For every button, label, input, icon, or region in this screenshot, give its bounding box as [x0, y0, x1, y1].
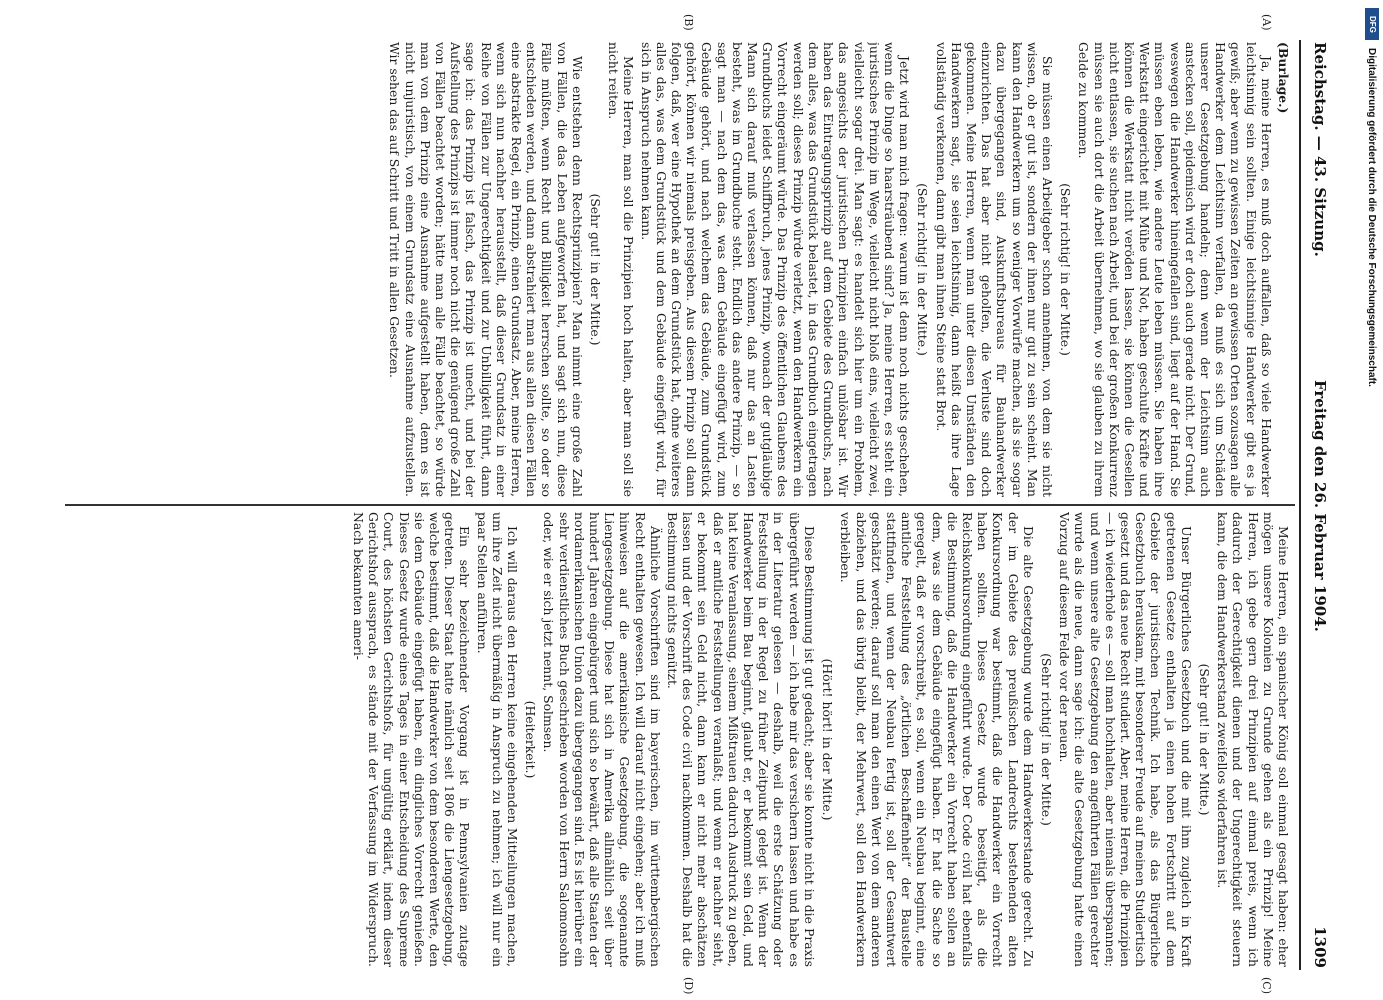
- margin-marker-b: (B): [682, 14, 695, 31]
- left-column: [66, 42, 1291, 497]
- column-divider: [65, 504, 1295, 506]
- margin-marker-a: (A): [1260, 14, 1273, 31]
- paragraph: Sie müssen einen Arbeitgeber schon annehmen, von dem sie nicht wissen, ob er gut ist, sondern der ihnen nur gut zu sein scheint. Man kann den Handwerkern um so weniger Vorwürfe machen, als sie sogar dazu übergegangen sind, Auskunftsbureaus für Bauhandwerker einzurichten. Das hat aber nicht geholfen, die Verluste sind doch gekommen. Meine Herren, wenn man unter diesen Umständen den Handwerkern sagt, sie seien leichtsinnig, dann heißt das ihre Lage vollständig verkennen, dann gibt man ihnen Steine statt Brot.: [933, 42, 1055, 497]
- section-label: (Burlage.): [1276, 42, 1291, 114]
- interjection: (Sehr gut! in der Mitte.): [1196, 663, 1212, 816]
- paragraph: Die alte Gesetzgebung wurde dem Handwerkerstande gerecht. Zu der im Gebiete des preußischen Landrechts bestehenden alten Konkursordnung war bestimmt, daß die Handwerker ein Vorrecht haben sollten. Dieses Gesetz wurde beseitigt, als die Reichskonkursordnung eingeführt wurde. Der Code civil hat ebenfalls die Bestimmung, daß die Handwerker ein Vorrecht haben sollen an dem, was sie dem Gebäude eingefügt haben. Er hat die Sache so geregelt, daß er vorschreibt, es soll, wenn ein Neubau beginnt, eine amtliche Feststellung des „örtlichen Beschaffenheit“ der Baustelle stattfinden, und wenn der Neubau fertig ist, soll der Gesamtwert geschätzt werden; darauf soll man den einen Wert von dem anderen abziehen, und das übrig bleibt, der Mehrwert, soll den Handwerkern verbleiben.: [838, 512, 1036, 967]
- paragraph: Ich will daraus den Herren keine eingehenden Mitteilungen machen, um ihre Zeit nicht übermäßig in Anspruch zu nehmen; ich will nur ein paar Stellen anführen.: [474, 512, 521, 967]
- paragraph: Unser Bürgerliches Gesetzbuch und die mit ihm zugleich in Kraft getretenen Gesetze enthalten ja einen hohen Fortschritt auf dem Gebiete der juristischen Technik. Ich habe, als das Bürgerliche Gesetzbuch herauskam, mit besonderer Freude auf meinen Studiertisch gesetzt und das neue Recht studiert. Aber, meine Herren, die Prinzipien — ich wiederhole es — soll man hochhalten, aber niemals überspannen; und wenn unsere alte Gesetzgebung den angeführten Fällen gerechter wurde als die neue, dann sage ich: die alte Gesetzgebung hatte einen Vorzug auf diesem Felde vor der neuen.: [1057, 512, 1194, 967]
- paragraph: Ähnliche Vorschriften sind im bayerischen, im württembergischen Recht enthalten gewesen. Ich will darauf nicht eingehen; aber ich muß hinweisen auf die amerikanische Gesetzgebung, die sogenannte Liengesetzgebung. Diese hat sich in Amerika allmählich seit über hundert Jahren eingebürgert und sich so bewährt, daß alle Staaten der nordamerikanischen Union dazu übergegangen sind. Es ist hierüber ein sehr verdienstliches Buch geschrieben worden von Herrn Salomonsohn oder, wie er sich jetzt nennt, Solmsen.: [541, 512, 663, 967]
- margin-marker-c: (C): [1260, 977, 1273, 994]
- margin-marker-d: (D): [682, 977, 695, 995]
- paragraph: Ja, meine Herren, es muß doch auffallen, daß so viele Handwerker leichtsinnig sein sollten. Einige leichtsinnige Handwerker gibt es ja gewiß; aber wenn zu gewissen Zeiten an gewissen Orten sozusagen alle Handwerker dem Leichtsinn verfallen, da muß es sich um Schäden unserer Gesetzgebung handeln; denn wenn der Leichtsinn auch anstecken soll, epidemisch wird er doch auch gerade nicht. Der Grund, weswegen die Handwerker hineingefallen sind, liegt auf der Hand. Sie müssen eben leben, wie andere Leute leben müssen. Sie haben ihre Werkstatt eingerichtet mit Mühe und Not, haben geschulte Kräfte und können die Werkstatt nicht veröden lassen, sie können die Gesellen nicht entlassen, sie suchen nach Arbeit, und bei der großen Konkurrenz müssen sie auch dort die Arbeit übernehmen, wo sie glauben zu ihrem Gelde zu kommen.: [1076, 42, 1274, 497]
- header-date: Freitag den 26. Februar 1904.: [1311, 380, 1329, 632]
- interjection: (Sehr gut! in der Mitte.): [588, 193, 604, 346]
- digitization-credit: Digitalisierung gefördert durch die Deutsche Forschungsgemeinschaft.: [1366, 48, 1377, 387]
- interjection: (Sehr richtig! in der Mitte.): [915, 183, 931, 356]
- header-rule: [1299, 40, 1301, 970]
- paragraph: Wie entstehen denn Rechtsprinzipien? Man nimmt eine große Zahl von Fällen, die das Leben aufgeworfen hat, und sagt sich nun, diese Fälle müßten, wenn Recht und Billigkeit herrschen sollte, so oder so entschieden werden, und dann abstrahiert man aus allen diesen Fällen eine abstrakte Regel, ein Prinzip, einen Grundsatz. Aber, meine Herren, wenn sich nun nachher herausstellt, daß dieser Grundsatz in einer Reihe von Fällen zur Ungerechtigkeit und zur Unbilligkeit führt, dann sage ich: das Prinzip ist falsch, das Prinzip ist unecht, und bei der Aufstellung des Prinzips ist immer noch nicht die genügend große Zahl von Fällen beachtet worden; hätte man alle Fälle beachtet, so würde man von dem Prinzip eine Ausnahme aufgestellt haben, denn es ist nicht unjuristisch, von einem Grundsatz eine Ausnahme aufzustellen. Wir sehen das auf Schritt und Tritt in allen Gesetzen.: [387, 42, 585, 497]
- dfg-logo: DFG: [1365, 8, 1379, 40]
- page-header: [1301, 40, 1335, 970]
- paragraph: Ein sehr bezeichnender Vorgang ist in Pennsylvanien zutage getreten. Dieser Staat hatte nämlich seit 1806 die Liengesetzgebung, welche bestimmt, daß die Handwerker von dem besonderen Werte, den sie dem Gebäude eingefügt haben, ein dingliches Vorrecht genießen. Dieses Gesetz wurde eines Tages in einer Entscheidung des Supreme Court, des höchsten Gerichtshofs, für ungültig erklärt, indem dieser Gerichtshof aussprach, es stände mit der Verfassung im Widerspruch. Nach bekannten ameri-: [351, 512, 473, 967]
- paragraph: Diese Bestimmung ist gut gedacht; aber sie konnte nicht in die Praxis übergeführt werden — ich habe mir das versichern lassen und habe es in der Literatur gelesen — deshalb, weil die erste Schätzung oder Feststellung in der Regel zu früher Zeitpunkt gelegt ist. Wenn der Handwerker beim Bau beginnt, glaubt er, er bekommt sein Geld, und hat keine Veranlassung, seinem Mißtrauen dadurch Ausdruck zu geben, daß er amtliche Feststellungen veranlaßt; und wenn er nachher sieht, er bekommt sein Geld nicht, dann kann er nicht mehr abschätzen lassen und der Vorschrift des Code civil nachkommen. Deshalb hat die Bestimmung nichts genützt.: [665, 512, 817, 967]
- paragraph: Meine Herren, ein spanischer König soll einmal gesagt haben: eher mögen unsere Kolonien zu Grunde gehen als ein Prinzip! Meine Herren, ich gebe gern drei Prinzipien auf einmal preis, wenn ich dadurch der Gerechtigkeit dienen und der Ungerechtigkeit steuern kann, die dem Handwerkerstand zweifellos widerfahren ist.: [1215, 512, 1291, 967]
- paragraph: Jetzt wird man mich fragen: warum ist denn noch nichts geschehen, wenn die Dinge so haarsträubend sind? Ja, meine Herren, es steht ein juristisches Prinzip im Wege, vielleicht nicht bloß eins, vielleicht zwei, vielleicht sogar drei. Man sagt: es handelt sich hier um ein Problem, das angesichts der juristischen Prinzipien einfach unlösbar ist. Wir haben das Eintragungsprinzip auf dem Gebiete des Grundbuchs, nach dem alles, was das Grundstück belastet, in das Grundbuch eingetragen werden soll; dieses Prinzip würde verletzt, wenn den Handwerkern ein Vorrecht eingeräumt würde. Das Prinzip des öffentlichen Glaubens des Grundbuchs leidet Schiffbruch, jenes Prinzip, wonach der gutgläubige Mann sich darauf muß verlassen können, daß nur das an Lasten besteht, was im Grundbuche steht. Endlich das andere Prinzip, — so sagt man — nach dem das, was dem Gebäude eingefügt wird, zum Gebäude gehört, und nach welchem das Gebäude, zum Grundstück gehört, können wir niemals preisgeben. Aus diesem Prinzip soll dann folgen, daß, wer eine Hypothek an dem Grundstück hat, ohne weiteres alles das, was dem Grundstück und dem Gebäude eingefügt wird, für sich in Anspruch nehmen kann.: [638, 42, 913, 497]
- interjection: (Heiterkeit.): [523, 700, 539, 779]
- right-column: [66, 512, 1291, 967]
- interjection: (Sehr richtig! in der Mitte.): [1038, 653, 1054, 826]
- paragraph: Meine Herren, man soll die Prinzipien hoch halten, aber man soll sie nicht reiten.: [606, 42, 637, 497]
- interjection: (Hört! hört! in der Mitte.): [820, 658, 836, 821]
- header-session: Reichstag. — 43. Sitzung.: [1311, 42, 1329, 257]
- interjection: (Sehr richtig! in der Mitte.): [1058, 183, 1074, 356]
- rotated-page-content: [60, 14, 1335, 995]
- page-number: 1309: [1311, 926, 1329, 968]
